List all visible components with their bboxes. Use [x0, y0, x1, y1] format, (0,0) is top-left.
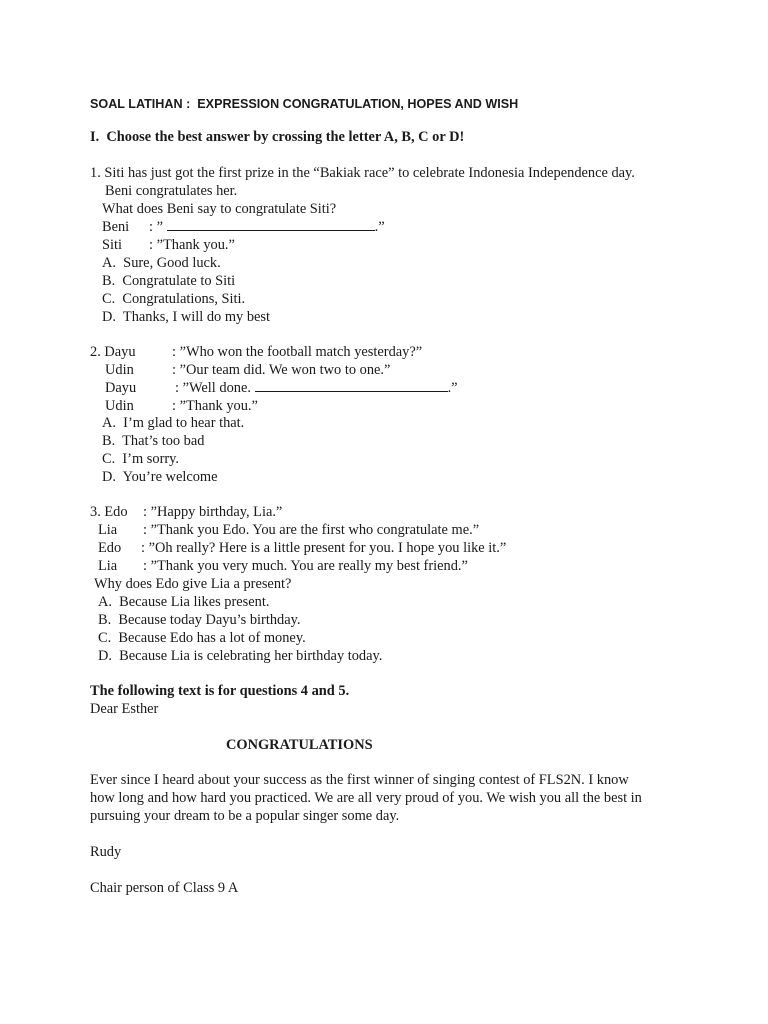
passage-sender: Rudy [90, 844, 122, 860]
q2-option-d: D. You’re welcome [102, 469, 218, 485]
q2-dialogue-line-1: : ”Who won the football match yesterday?” [172, 344, 423, 360]
passage-salutation: Dear Esther [90, 701, 159, 717]
q3-dialogue-line-4: : ”Thank you very much. You are really my best friend.” [143, 558, 468, 574]
passage-body-line-1: Ever since I heard about your success as the first winner of singing contest of FLS2N. I know [90, 772, 629, 788]
passage-body-line-2: how long and how hard you practiced. We are all very proud of you. We wish you all the best in [90, 790, 642, 806]
q3-speaker-edo-2: Edo [98, 540, 122, 556]
q3-option-a: A. Because Lia likes present. [98, 594, 270, 610]
q2-option-c: C. I’m sorry. [102, 451, 180, 467]
q2-speaker-dayu-2: Dayu [105, 380, 137, 396]
q1-option-a: A. Sure, Good luck. [102, 255, 221, 271]
q1-option-b: B. Congratulate to Siti [102, 273, 236, 289]
passage-title: CONGRATULATIONS [226, 737, 373, 753]
q3-dialogue-line-2: : ”Thank you Edo. You are the first who congratulate me.” [143, 522, 480, 538]
q1-dialogue-speaker-beni: Beni [102, 219, 130, 235]
q3-speaker-lia-1: Lia [98, 522, 118, 538]
q1-option-d: D. Thanks, I will do my best [102, 309, 271, 325]
q3-question: Why does Edo give Lia a present? [94, 576, 292, 592]
q1-option-c: C. Congratulations, Siti. [102, 291, 246, 307]
q2-dialogue-line-4: : ”Thank you.” [172, 398, 258, 414]
q2-number-speaker: 2. Dayu [90, 344, 136, 360]
passage-body-line-3: pursuing your dream to be a popular singer some day. [90, 808, 400, 824]
q2-answer-blank [255, 379, 448, 392]
q2-speaker-udin-2: Udin [105, 398, 134, 414]
q3-option-c: C. Because Edo has a lot of money. [98, 630, 306, 646]
q2-speaker-udin-1: Udin [105, 362, 134, 378]
q3-option-d: D. Because Lia is celebrating her birthday today. [98, 648, 383, 664]
section-instruction: I. Choose the best answer by crossing the letter A, B, C or D! [90, 129, 465, 145]
passage-sender-title: Chair person of Class 9 A [90, 880, 239, 896]
q2-dialogue-line-2: : ”Our team did. We won two to one.” [172, 362, 391, 378]
q1-answer-blank [167, 218, 375, 231]
q2-dayu-prefix: : ”Well done. [175, 380, 255, 396]
q3-option-b: B. Because today Dayu’s birthday. [98, 612, 301, 628]
q2-option-a: A. I’m glad to hear that. [102, 415, 245, 431]
q1-stem-line-2: Beni congratulates her. [105, 183, 238, 199]
q2-dialogue-line-3 [175, 379, 458, 397]
q1-dialogue-line-beni [149, 218, 385, 236]
q2-dayu-suffix: .” [447, 380, 458, 396]
q3-dialogue-line-3: : ”Oh really? Here is a little present for you. I hope you like it.” [141, 540, 507, 556]
q3-dialogue-line-1: : ”Happy birthday, Lia.” [143, 504, 283, 520]
q1-question: What does Beni say to congratulate Siti? [102, 201, 337, 217]
passage-lead: The following text is for questions 4 and 5. [90, 683, 350, 699]
q1-dialogue-line-siti: : ”Thank you.” [149, 237, 235, 253]
q3-speaker-lia-2: Lia [98, 558, 118, 574]
q2-option-b: B. That’s too bad [102, 433, 205, 449]
worksheet-header: SOAL LATIHAN : EXPRESSION CONGRATULATION, HOPES AND WISH [90, 97, 519, 111]
q3-number-speaker: 3. Edo [90, 504, 128, 520]
q1-beni-prefix: : ” [149, 219, 167, 235]
q1-dialogue-speaker-siti: Siti [102, 237, 122, 253]
q1-stem-line-1: 1. Siti has just got the first prize in the “Bakiak race” to celebrate Indonesia Independence day. [90, 165, 635, 181]
q1-beni-suffix: .” [374, 219, 385, 235]
